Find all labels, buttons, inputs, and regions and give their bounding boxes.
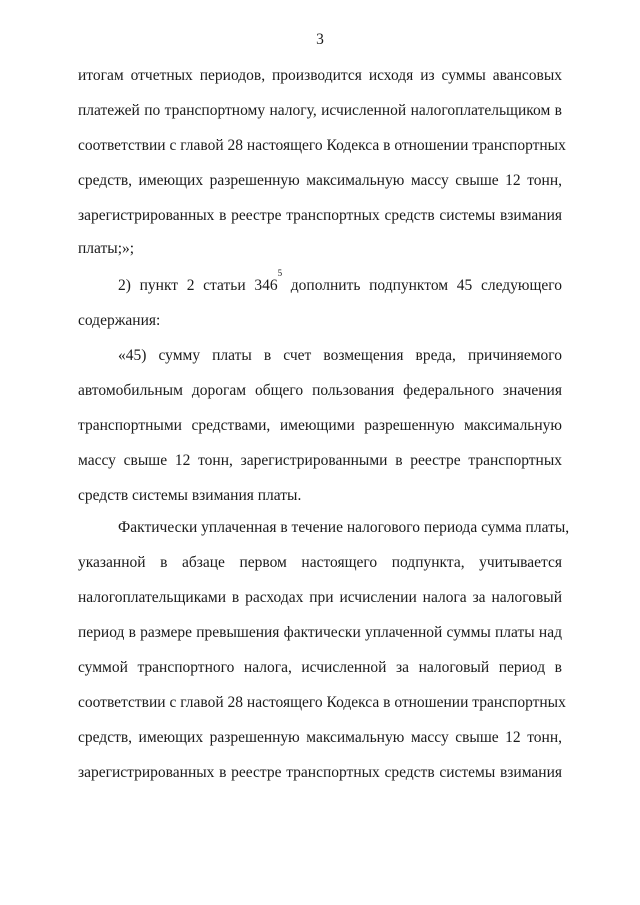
text-line: средств, имеющих разрешенную максимальную массу свыше 12 тонн, [78, 729, 562, 746]
page-number: 3 [316, 31, 324, 48]
text-line: автомобильным дорогам общего пользования федерального значения [78, 382, 562, 399]
text-line: средств системы взимания платы. [78, 487, 302, 504]
text-line: платежей по транспортному налогу, исчисленной налогоплательщиком в [78, 102, 562, 119]
text-line: Фактически уплаченная в течение налогового периода сумма платы, [118, 519, 570, 536]
text-line: транспортными средствами, имеющими разрешенную максимальную [78, 417, 562, 434]
text-line-amendment [118, 268, 563, 296]
text-line: итогам отчетных периодов, производится исходя из суммы авансовых [78, 67, 562, 84]
text-line: налогоплательщиками в расходах при исчислении налога за налоговый [78, 589, 562, 606]
text-line: суммой транспортного налога, исчисленной за налоговый период в [78, 659, 562, 676]
amendment-text-after: дополнить подпунктом 45 следующего [282, 277, 563, 294]
text-line: платы;»; [78, 240, 135, 257]
text-line: средств, имеющих разрешенную максимальную массу свыше 12 тонн, [78, 172, 562, 189]
text-line: соответствии с главой 28 настоящего Кодекса в отношении транспортных [78, 694, 566, 711]
text-line: период в размере превышения фактически уплаченной суммы платы над [78, 624, 562, 641]
text-line: соответствии с главой 28 настоящего Кодекса в отношении транспортных [78, 137, 566, 154]
text-line: зарегистрированных в реестре транспортных средств системы взимания [78, 207, 562, 224]
article-superscript: 5 [277, 268, 283, 278]
text-line: массу свыше 12 тонн, зарегистрированными в реестре транспортных [78, 452, 562, 469]
text-line: зарегистрированных в реестре транспортных средств системы взимания [78, 764, 562, 781]
text-line: содержания: [78, 312, 161, 329]
text-line: указанной в абзаце первом настоящего подпункта, учитывается [78, 554, 562, 571]
amendment-text-before: 2) пункт 2 статьи 346 [118, 277, 278, 294]
text-line: «45) сумму платы в счет возмещения вреда, причиняемого [118, 347, 562, 364]
